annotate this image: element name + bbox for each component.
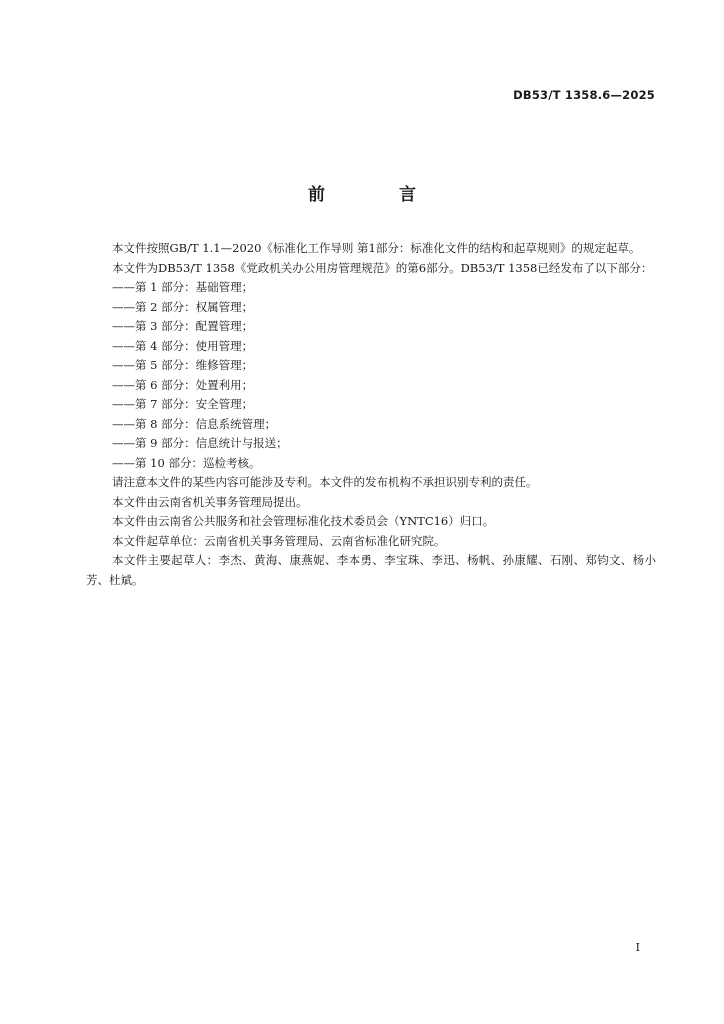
list-item: ——第 2 部分：权属管理； [112, 299, 254, 314]
preface-body [86, 239, 656, 590]
proposed-by: 本文件由云南省机关事务管理局提出。 [112, 494, 308, 509]
paragraph-series-intro: 本文件为DB53/T 1358《党政机关办公用房管理规范》的第6部分。DB53/T 1358已经发布了以下部分： [112, 260, 653, 275]
managed-by: 本文件由云南省公共服务和社会管理标准化技术委员会（YNTC16）归口。 [112, 514, 495, 528]
list-item: ——第 1 部分：基础管理； [112, 280, 254, 294]
parts-list [86, 278, 656, 473]
drafting-units: 本文件起草单位：云南省机关事务管理局、云南省标准化研究院。 [112, 533, 446, 548]
list-item: ——第 4 部分：使用管理； [112, 338, 254, 353]
page-number: I [635, 941, 640, 954]
drafters: 本文件主要起草人：李杰、黄海、康燕妮、李本勇、李宝珠、李迅、杨帆、孙康耀、石刚、郑钧文、杨小芳、杜斌。 [86, 553, 656, 587]
list-item: ——第 5 部分：维修管理； [112, 358, 254, 372]
paragraph-drafting-basis: 本文件按照GB/T 1.1—2020《标准化工作导则 第1部分：标准化文件的结构和起草规则》的规定起草。 [112, 241, 641, 255]
list-item: ——第 7 部分：安全管理； [112, 397, 254, 411]
patent-notice: 请注意本文件的某些内容可能涉及专利。本文件的发布机构不承担识别专利的责任。 [112, 475, 538, 489]
list-item: ——第 8 部分：信息系统管理； [112, 416, 277, 431]
list-item: ——第 3 部分：配置管理； [112, 319, 254, 333]
standard-code: DB53/T 1358.6—2025 [513, 88, 655, 102]
list-item: ——第 10 部分：巡检考核。 [112, 455, 261, 470]
list-item: ——第 9 部分：信息统计与报送； [112, 436, 288, 450]
page-title: 前 言 [308, 185, 450, 205]
list-item: ——第 6 部分：处置利用； [112, 377, 254, 392]
